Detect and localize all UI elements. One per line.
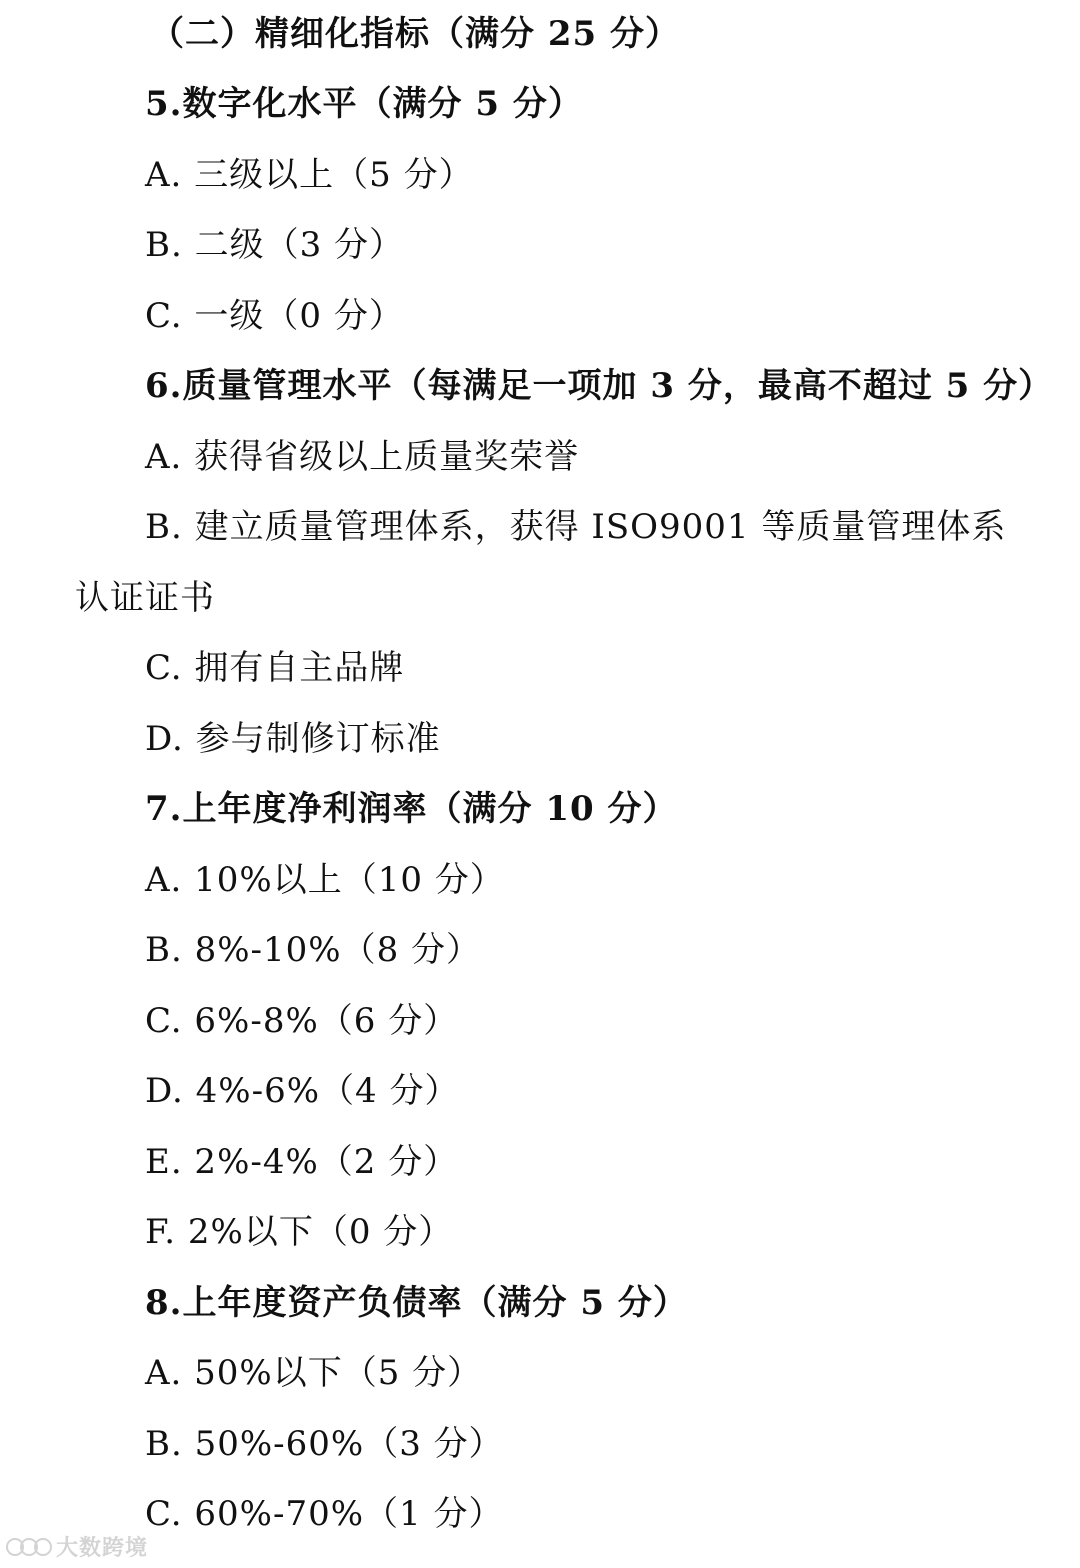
section-heading: （二）精细化指标（满分 25 分） <box>150 14 680 54</box>
option-line: B. 8%-10%（8 分） <box>145 930 482 970</box>
item-title-debt-ratio: 8.上年度资产负债率（满分 5 分） <box>145 1283 688 1323</box>
option-line: B. 50%-60%（3 分） <box>145 1424 504 1464</box>
option-line: C. 6%-8%（6 分） <box>145 1001 459 1041</box>
option-line: E. 2%-4%（2 分） <box>145 1142 459 1182</box>
option-line: C. 60%-70%（1 分） <box>145 1494 504 1534</box>
item-title-quality-management: 6.质量管理水平（每满足一项加 3 分，最高不超过 5 分） <box>145 366 1054 406</box>
option-line: C. 一级（0 分） <box>145 296 404 336</box>
option-line: A. 获得省级以上质量奖荣誉 <box>145 437 580 477</box>
option-line: C. 拥有自主品牌 <box>145 648 405 688</box>
option-line: F. 2%以下（0 分） <box>145 1212 454 1252</box>
option-line: A. 50%以下（5 分） <box>145 1353 483 1393</box>
item-title-digitalization: 5.数字化水平（满分 5 分） <box>145 84 583 124</box>
watermark <box>6 1531 148 1562</box>
item-title-net-profit-rate: 7.上年度净利润率（满分 10 分） <box>145 789 678 829</box>
option-line: B. 建立质量管理体系，获得 ISO9001 等质量管理体系 <box>145 507 1007 547</box>
option-line: B. 二级（3 分） <box>145 225 405 265</box>
option-line: D. 参与制修订标准 <box>145 719 441 759</box>
watermark-logo-icon <box>6 1536 50 1558</box>
option-line-continuation: 认证证书 <box>75 578 215 618</box>
option-line: A. 10%以上（10 分） <box>145 860 505 900</box>
watermark-text: 大数跨境 <box>56 1536 149 1561</box>
option-line: A. 三级以上（5 分） <box>145 155 474 195</box>
option-line: D. 4%-6%（4 分） <box>145 1071 460 1111</box>
